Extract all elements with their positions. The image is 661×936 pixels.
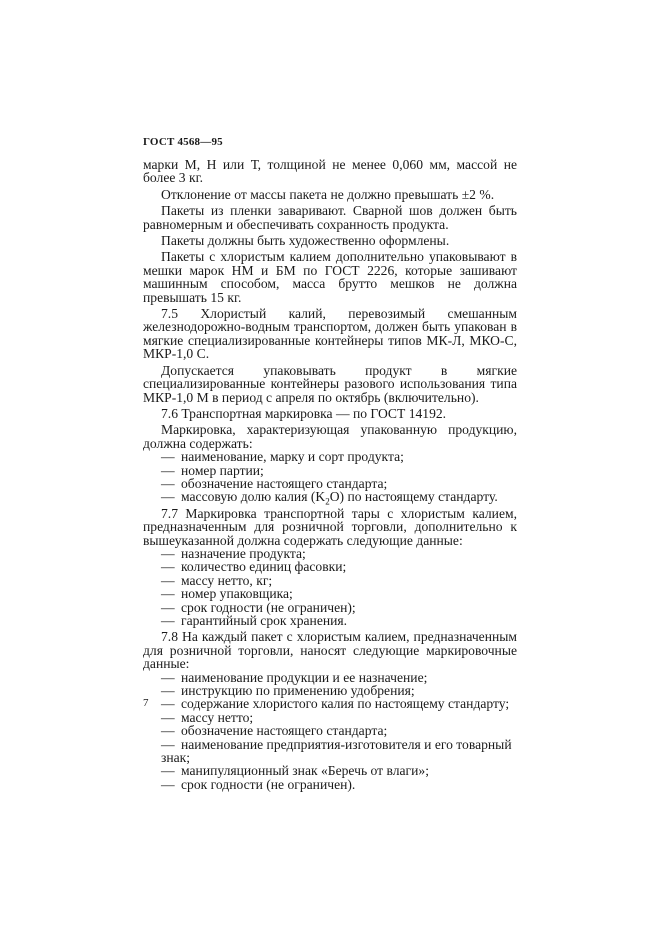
dash-marker: — [161,475,175,491]
list-item-text: количество единиц фасовки; [181,559,347,575]
list-item-text: обозначение настоящего стандарта; [181,475,388,491]
dash-marker: — [161,709,175,725]
list-item-text: номер упаковщика; [181,586,293,602]
dash-marker: — [161,696,175,712]
list-item-text: наименование продукции и ее назначение; [181,669,428,685]
list-item [143,738,517,765]
list-item [143,477,517,490]
dash-marker: — [161,586,175,602]
dash-marker: — [161,599,175,615]
list-item-text: назначение продукта; [181,545,306,561]
list-item-text: обозначение настоящего стандарта; [181,723,388,739]
list-item-text: инструкцию по применению удобрения; [181,683,415,699]
subscript: 2 [325,497,330,508]
dash-marker: — [161,613,175,628]
dash-marker: — [161,489,175,505]
paragraph-containers: Допускается упаковывать продукт в мягкие специализированные контейнеры разового использования типа МКР-1,0 М в период с апреля по октябрь (включительно). [143,362,517,405]
retail-marking-list [143,547,517,627]
list-item [143,587,517,600]
document-body [143,158,517,791]
dash-marker: — [161,763,175,779]
list-item-text: массу нетто; [181,709,254,725]
dash-marker: — [161,669,175,685]
list-item [143,711,517,724]
list-item [143,614,517,627]
list-item [143,489,517,508]
list-item-text: наименование предприятия-изготовителя и его товарный знак; [161,736,512,766]
list-item [143,697,517,710]
list-item-text: срок годности (не ограничен). [181,776,356,792]
marking-list [143,449,517,508]
list-item [143,450,517,463]
list-item-text: содержание хлористого калия по настоящему стандарту; [181,696,510,712]
paragraph-marking-intro: Маркировка, характеризующая упакованную продукцию, должна содержать: [143,422,517,451]
dash-marker: — [161,572,175,588]
paragraph-7-5: 7.5 Хлористый калий, перевозимый смешанным железнодорожно-водным транспортом, должен быть упакован в мягкие специализированные контейнеры типов МК-Л, МКО-С, МКР-1,0 С. [143,306,517,362]
package-marking-list [143,671,517,792]
list-item-text: массу нетто, кг; [181,572,273,588]
list-item-text: срок годности (не ограничен); [181,599,356,615]
list-item [143,560,517,573]
dash-marker: — [161,776,175,792]
dash-marker: — [161,723,175,739]
list-item [143,601,517,614]
list-item [143,464,517,477]
list-item [143,547,517,560]
list-item-text: O) по настоящему стандарту. [329,489,498,505]
paragraph-bags: Пакеты с хлористым калием дополнительно упаковывают в мешки марок НМ и БМ по ГОСТ 2226, которые зашивают машинным способом, масса брутто мешков не должна превышать 15 кг. [143,249,517,305]
list-item [143,574,517,587]
list-item [143,684,517,697]
dash-marker: — [161,559,175,575]
list-item-text: номер партии; [181,462,264,478]
dash-marker: — [161,462,175,478]
list-item-text: гарантийный срок хранения. [181,613,348,628]
paragraph-7-7: 7.7 Маркировка транспортной тары с хлористым калием, предназначенным для розничной торговли, дополнительно к вышеуказанной должна содержать следующие данные: [143,505,517,548]
list-item-text: манипуляционный знак «Беречь от влаги»; [181,763,429,779]
dash-marker: — [161,449,175,465]
list-item-text: массовую долю калия (K [181,489,326,505]
list-item [143,778,517,791]
dash-marker: — [161,736,175,752]
list-item [143,724,517,737]
list-item [143,671,517,684]
list-item [143,764,517,777]
paragraph-sealing: Пакеты из пленки заваривают. Сварной шов должен быть равномерным и обеспечивать сохранность продукта. [143,203,517,232]
paragraph-packaging-film: марки М, Н или Т, толщиной не менее 0,060 мм, массой не более 3 кг. [143,157,517,186]
dash-marker: — [161,683,175,699]
dash-marker: — [161,545,175,561]
page-number: 7 [143,697,149,709]
paragraph-design: Пакеты должны быть художественно оформлены. [161,233,450,249]
paragraph-7-6: 7.6 Транспортная маркировка — по ГОСТ 14192. [161,405,447,421]
document-code-header: ГОСТ 4568—95 [143,136,223,148]
paragraph-7-8: 7.8 На каждый пакет с хлористым калием, предназначенным для розничной торговли, наносят следующие маркировочные данные: [143,629,517,672]
list-item-text: наименование, марку и сорт продукта; [181,449,404,465]
paragraph-mass-deviation: Отклонение от массы пакета не должно превышать ±2 %. [161,186,495,202]
